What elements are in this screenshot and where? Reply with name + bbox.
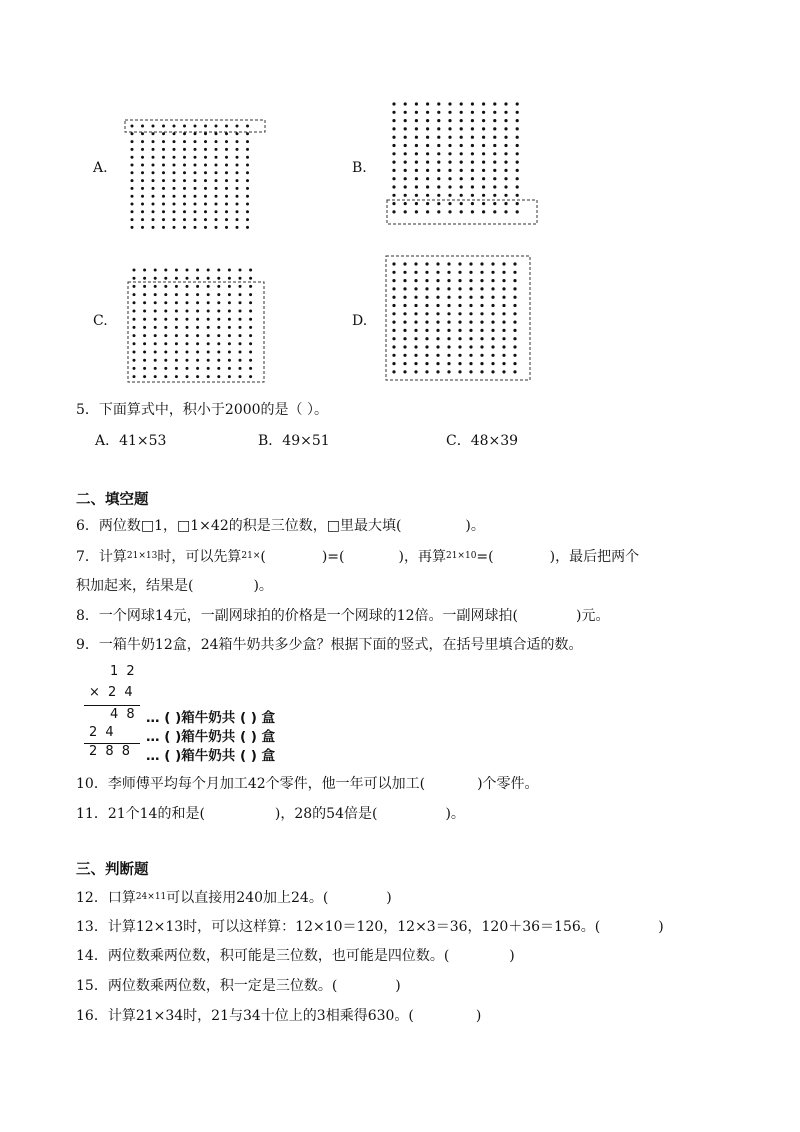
question-13 bbox=[76, 917, 664, 937]
question-7-cont-end: )。 bbox=[253, 578, 273, 594]
question-7-expr1: 21×13 bbox=[126, 551, 158, 561]
question-7-text-b: 时，可以先算 bbox=[157, 549, 242, 565]
question-7-text: 7．计算 bbox=[76, 549, 127, 565]
question-15-end: ) bbox=[395, 978, 401, 994]
question-7-paren: ( bbox=[260, 549, 266, 565]
question-7-cont bbox=[76, 576, 273, 596]
question-10-text: 10．李师傅平均每个月加工42个零件，他一年可以加工( bbox=[76, 776, 426, 792]
question-8-end: )元。 bbox=[576, 608, 610, 624]
vertical-row-multiplier: × 2 4 bbox=[89, 685, 135, 700]
vertical-multiplication bbox=[80, 662, 340, 762]
question-11-mid: )，28的54倍是( bbox=[274, 806, 378, 822]
dot-array-figure-c bbox=[123, 264, 269, 386]
question-11-end: )。 bbox=[445, 806, 465, 822]
question-15-text: 15．两位数乘两位数，积一定是三位数。( bbox=[76, 978, 338, 994]
question-7-expr2: 21× bbox=[241, 551, 261, 561]
question-10 bbox=[76, 774, 539, 794]
question-5-option-c: C．48×39 bbox=[446, 433, 519, 449]
option-b-label: B. bbox=[352, 160, 367, 176]
question-7-expr3: 21×10 bbox=[445, 551, 477, 561]
vertical-row-partial-2: 2 4 bbox=[89, 725, 116, 740]
question-14-text: 14．两位数乘两位数，积可能是三位数，也可能是四位数。( bbox=[76, 948, 450, 964]
question-8 bbox=[76, 606, 609, 626]
question-15 bbox=[76, 976, 401, 996]
vertical-note-3: … ( )箱牛奶共 ( ) 盒 bbox=[146, 748, 276, 764]
question-12-text-b: 可以直接用240加上24。( bbox=[166, 890, 329, 906]
section-2-title: 二、填空题 bbox=[76, 492, 149, 508]
question-14 bbox=[76, 946, 515, 966]
question-16 bbox=[76, 1006, 481, 1026]
question-11-text: 11．21个14的和是( bbox=[76, 806, 205, 822]
question-7 bbox=[76, 546, 639, 567]
vertical-row-multiplicand: 1 2 bbox=[110, 664, 137, 679]
question-5-option-a: A．41×53 bbox=[95, 433, 167, 449]
question-12-text: 12．口算 bbox=[76, 890, 136, 906]
question-5-option-b: B．49×51 bbox=[258, 433, 330, 449]
question-16-text: 16．计算21×34时，21与34十位上的3相乘得630。( bbox=[76, 1008, 414, 1024]
question-8-text: 8．一个网球14元，一副网球拍的价格是一个网球的12倍。一副网球拍( bbox=[76, 608, 518, 624]
question-14-end: ) bbox=[509, 948, 515, 964]
vertical-row-product: 2 8 8 bbox=[89, 744, 133, 759]
question-9: 9．一箱牛奶12盒，24箱牛奶共多少盒？根据下面的竖式，在括号里填合适的数。 bbox=[76, 637, 583, 653]
question-12 bbox=[76, 887, 392, 908]
vertical-rule-1 bbox=[84, 705, 140, 706]
question-6-end: )。 bbox=[465, 518, 485, 534]
section-3-title: 三、判断题 bbox=[76, 862, 149, 878]
question-13-end: ) bbox=[658, 919, 664, 935]
option-a-label: A. bbox=[93, 160, 108, 176]
option-d-label: D. bbox=[352, 313, 368, 329]
question-13-text: 13．计算12×13时，可以这样算：12×10＝120，12×3＝36，120＋36＝156。( bbox=[76, 919, 601, 935]
question-7-text-e: )，再算 bbox=[398, 549, 446, 565]
vertical-note-2: … ( )箱牛奶共 ( ) 盒 bbox=[146, 729, 276, 745]
question-7-eq: )=( bbox=[321, 549, 345, 565]
question-10-end: )个零件。 bbox=[477, 776, 539, 792]
question-6 bbox=[76, 516, 485, 536]
question-11 bbox=[76, 804, 465, 824]
question-6-text: 6．两位数□1，□1×42的积是三位数，□里最大填( bbox=[76, 518, 402, 534]
question-12-expr: 24×11 bbox=[135, 892, 167, 902]
question-12-end: ) bbox=[386, 890, 392, 906]
dot-array-figure-a bbox=[120, 112, 270, 234]
dot-array-figure-b bbox=[382, 98, 542, 228]
question-5-stem: 5．下面算式中，积小于2000的是（ ）。 bbox=[76, 402, 328, 418]
option-c-label: C. bbox=[93, 313, 108, 329]
question-7-text-g: )，最后把两个 bbox=[549, 549, 640, 565]
question-16-end: ) bbox=[475, 1008, 482, 1024]
question-7-cont-text: 积加起来，结果是( bbox=[76, 578, 194, 594]
question-7-eq2: =( bbox=[476, 549, 494, 565]
vertical-note-1: … ( )箱牛奶共 ( ) 盒 bbox=[146, 710, 276, 726]
vertical-row-partial-1: 4 8 bbox=[110, 707, 137, 722]
dot-array-figure-d bbox=[382, 252, 534, 384]
